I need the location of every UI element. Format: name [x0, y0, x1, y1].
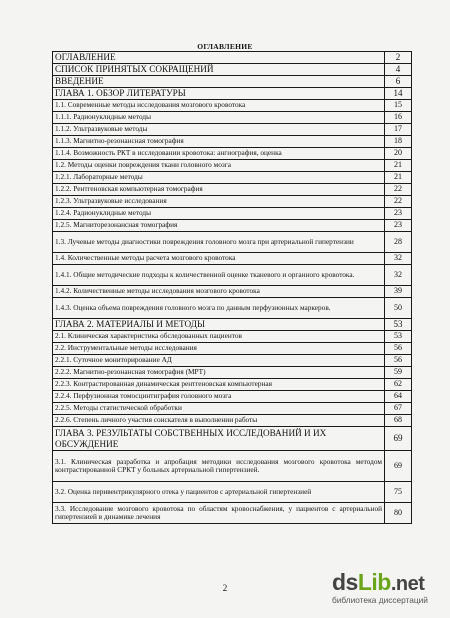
toc-entry-title: ГЛАВА 2. МАТЕРИАЛЫ И МЕТОДЫ: [53, 319, 385, 331]
toc-entry-title: 1.1.2. Ультразвуковые методы: [53, 124, 385, 136]
toc-entry-title: 1.1.1. Радионуклидные методы: [53, 112, 385, 124]
toc-entry-page: 21: [385, 172, 412, 184]
toc-entry-page: 18: [385, 136, 412, 148]
toc-entry-page: 4: [385, 64, 412, 76]
toc-entry-page: 32: [385, 265, 412, 286]
logo-net: .net: [390, 573, 425, 595]
dslib-subtitle: библиотека диссертаций: [332, 595, 428, 605]
toc-entry-page: 15: [385, 100, 412, 112]
toc-entry-page: 17: [385, 124, 412, 136]
toc-entry-title: ГЛАВА 1. ОБЗОР ЛИТЕРАТУРЫ: [53, 88, 385, 100]
footer-page-number: 2: [222, 583, 228, 593]
toc-row: [53, 343, 412, 355]
toc-entry-title: 1.4.2. Количественные методы исследования мозгового кровотока: [53, 286, 385, 298]
toc-entry-title: 1.2.5. Магнитоpезонансная томография: [53, 220, 385, 232]
toc-entry-title: 1.2.1. Лабораторные методы: [53, 172, 385, 184]
toc-entry-page: 80: [385, 503, 412, 524]
logo-ds: ds: [332, 569, 358, 595]
toc-entry-title: 1.2.2. Рентгеновская компьютерная томография: [53, 184, 385, 196]
logo-lib: Lib: [357, 569, 391, 595]
toc-row: [53, 148, 412, 160]
toc-row: [53, 88, 412, 100]
toc-row: [53, 112, 412, 124]
toc-entry-title: 1.2.4. Радионуклидные методы: [53, 208, 385, 220]
toc-entry-title: 3.3. Исследование мозгового кровотока по областям кровоснабжения, у пациентов с артериальной гипертензией в динамике лечения: [53, 503, 385, 524]
toc-entry-page: 62: [385, 379, 412, 391]
toc-row: [53, 427, 412, 451]
toc-row: [53, 331, 412, 343]
toc-entry-page: 16: [385, 112, 412, 124]
toc-row: [53, 232, 412, 253]
toc-row: [53, 184, 412, 196]
toc-entry-page: 75: [385, 482, 412, 503]
toc-row: [53, 208, 412, 220]
toc-entry-page: 28: [385, 232, 412, 253]
toc-entry-title: 1.4.3. Оценка объема повреждения головного мозга по данным перфузионных маркеров.: [53, 298, 385, 319]
dslib-watermark[interactable]: [332, 569, 436, 607]
toc-entry-page: 69: [385, 451, 412, 482]
toc-row: [53, 136, 412, 148]
toc-entry-page: 20: [385, 148, 412, 160]
toc-entry-title: 2.2.1. Суточное мониторирование АД: [53, 355, 385, 367]
toc-row: [53, 172, 412, 184]
dslib-logo: [332, 569, 424, 596]
toc-row: [53, 355, 412, 367]
toc-body: [53, 52, 412, 524]
toc-row: [53, 482, 412, 503]
toc-entry-page: 64: [385, 391, 412, 403]
toc-entry-page: 32: [385, 253, 412, 265]
toc-entry-page: 22: [385, 184, 412, 196]
toc-entry-title: 2.2.4. Перфузионная томосцинтиграфия головного мозга: [53, 391, 385, 403]
toc-entry-page: 21: [385, 160, 412, 172]
toc-row: [53, 196, 412, 208]
toc-row: [53, 286, 412, 298]
toc-entry-title: 1.4.1. Общие методические подходы к количественной оценке тканевого и органного кровотока.: [53, 265, 385, 286]
toc-row: [53, 100, 412, 112]
toc-entry-title: 1.4. Количественные методы расчета мозгового кровотока: [53, 253, 385, 265]
toc-row: [53, 403, 412, 415]
toc-entry-title: ВВЕДЕНИЕ: [53, 76, 385, 88]
toc-entry-page: 56: [385, 355, 412, 367]
toc-row: [53, 415, 412, 427]
toc-entry-title: 2.2.3. Контрастированная динамическая рентгеновская компьютерная: [53, 379, 385, 391]
toc-row: [53, 319, 412, 331]
toc-entry-title: 1.1. Современные методы исследования мозгового кровотока: [53, 100, 385, 112]
toc-row: [53, 367, 412, 379]
toc-row: [53, 220, 412, 232]
toc-entry-title: ГЛАВА 3. РЕЗУЛЬТАТЫ СОБСТВЕННЫХ ИССЛЕДОВАНИЙ И ИХ ОБСУЖДЕНИЕ: [53, 427, 385, 451]
toc-entry-page: 14: [385, 88, 412, 100]
toc-row: [53, 391, 412, 403]
toc-entry-page: 67: [385, 403, 412, 415]
toc-entry-page: 6: [385, 76, 412, 88]
toc-row: [53, 298, 412, 319]
toc-entry-title: 1.1.4. Возможность РКТ в исследовании кровотока: ангиография, оценка: [53, 148, 385, 160]
toc-table: [52, 51, 412, 524]
toc-entry-title: 2.1. Клиническая характеристика обследованных пациентов: [53, 331, 385, 343]
toc-entry-title: ОГЛАВЛЕНИЕ: [53, 52, 385, 64]
toc-entry-title: 2.2.2. Магнитно-резонансная томография (МРТ): [53, 367, 385, 379]
toc-entry-page: 69: [385, 427, 412, 451]
toc-entry-title: 2.2. Инструментальные методы исследования: [53, 343, 385, 355]
toc-entry-page: 22: [385, 196, 412, 208]
toc-entry-page: 23: [385, 220, 412, 232]
toc-entry-page: 56: [385, 343, 412, 355]
page-title: ОГЛАВЛЕНИЕ: [197, 42, 253, 51]
toc-entry-page: 68: [385, 415, 412, 427]
toc-entry-title: 1.1.3. Магнитно-резонансная томография: [53, 136, 385, 148]
toc-entry-title: 3.1. Клиническая разработка и апробация методики исследования мозгового кровотока методом контрастированной СРКТ у больных артериальной гипертензией.: [53, 451, 385, 482]
toc-entry-title: 1.2.3. Ультразвуковые исследования: [53, 196, 385, 208]
toc-row: [53, 379, 412, 391]
toc-row: [53, 64, 412, 76]
toc-row: [53, 124, 412, 136]
toc-entry-page: 53: [385, 319, 412, 331]
toc-entry-title: 1.3. Лучевые методы диагностики повреждения головного мозга при артериальной гипертензии: [53, 232, 385, 253]
toc-row: [53, 503, 412, 524]
toc-entry-page: 23: [385, 208, 412, 220]
toc-row: [53, 451, 412, 482]
toc-row: [53, 265, 412, 286]
toc-entry-page: 50: [385, 298, 412, 319]
toc-entry-title: 3.2. Оценка перивентрикулярного отека у пациентов с артериальной гипертензией: [53, 482, 385, 503]
toc-row: [53, 253, 412, 265]
toc-entry-page: 2: [385, 52, 412, 64]
toc-entry-page: 39: [385, 286, 412, 298]
toc-row: [53, 52, 412, 64]
toc-entry-page: 59: [385, 367, 412, 379]
toc-entry-title: 1.2. Методы оценки повреждения ткани головного мозга: [53, 160, 385, 172]
toc-entry-page: 53: [385, 331, 412, 343]
toc-row: [53, 160, 412, 172]
toc-entry-title: СПИСОК ПРИНЯТЫХ СОКРАЩЕНИЙ: [53, 64, 385, 76]
toc-row: [53, 76, 412, 88]
toc-entry-title: 2.2.5. Методы статистической обработки: [53, 403, 385, 415]
toc-entry-title: 2.2.6. Степень личного участия соискателя в выполнении работы: [53, 415, 385, 427]
